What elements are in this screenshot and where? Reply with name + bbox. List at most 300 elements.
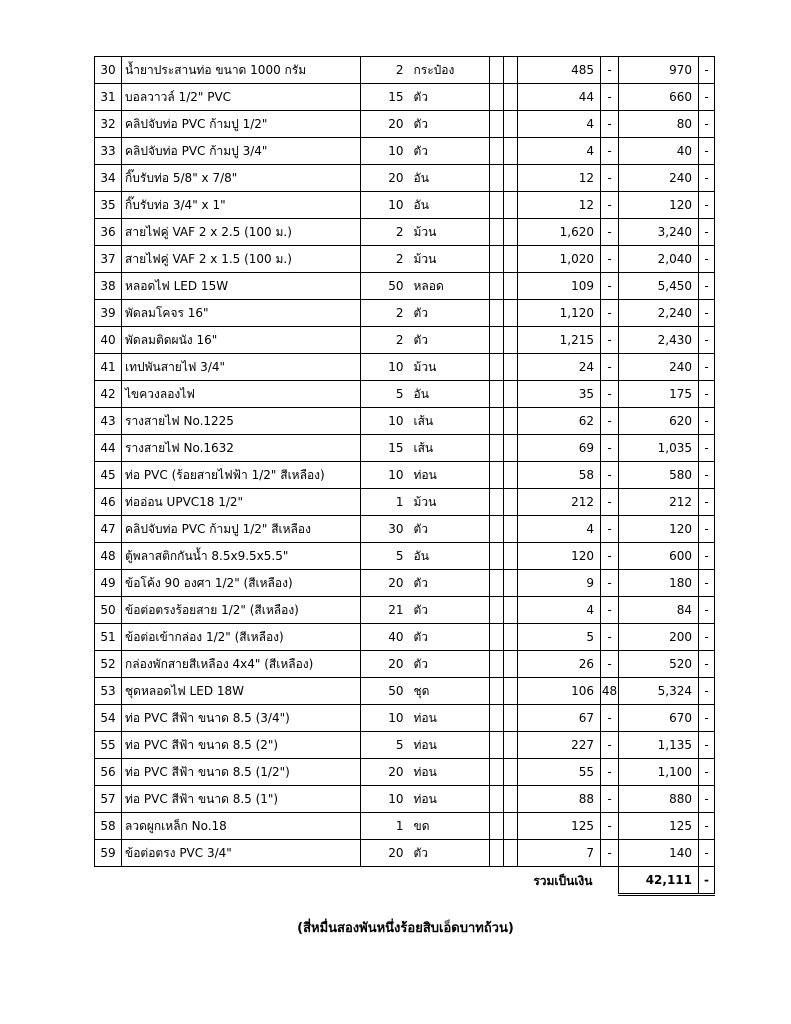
item-quantity: 5 bbox=[361, 732, 408, 759]
unit-price: 5 bbox=[518, 624, 601, 651]
blank-cell bbox=[490, 435, 504, 462]
item-number: 32 bbox=[95, 111, 122, 138]
blank-cell bbox=[504, 462, 518, 489]
blank-cell bbox=[490, 786, 504, 813]
unit-price-satang: - bbox=[601, 273, 619, 300]
item-unit: กระป๋อง bbox=[408, 57, 490, 84]
item-unit: ตัว bbox=[408, 138, 490, 165]
unit-price: 7 bbox=[518, 840, 601, 867]
item-quantity: 50 bbox=[361, 273, 408, 300]
line-total: 5,324 bbox=[619, 678, 699, 705]
item-description: พัดลมโคจร 16" bbox=[122, 300, 361, 327]
item-unit: ท่อน bbox=[408, 732, 490, 759]
unit-price: 212 bbox=[518, 489, 601, 516]
blank-cell bbox=[504, 570, 518, 597]
line-total-satang: - bbox=[699, 111, 715, 138]
item-number: 52 bbox=[95, 651, 122, 678]
table-row bbox=[95, 570, 715, 597]
unit-price: 55 bbox=[518, 759, 601, 786]
item-unit: ตัว bbox=[408, 84, 490, 111]
item-quantity: 1 bbox=[361, 813, 408, 840]
table-row bbox=[95, 435, 715, 462]
line-total-satang: - bbox=[699, 705, 715, 732]
line-total-satang: - bbox=[699, 57, 715, 84]
amount-in-words: (สี่หมื่นสองพันหนึ่งร้อยสิบเอ็ดบาทถ้วน) bbox=[297, 921, 514, 936]
item-description: กล่องพักสายสีเหลือง 4x4" (สีเหลือง) bbox=[122, 651, 361, 678]
table-row bbox=[95, 219, 715, 246]
item-unit: ตัว bbox=[408, 597, 490, 624]
blank-cell bbox=[490, 489, 504, 516]
line-total: 84 bbox=[619, 597, 699, 624]
blank-cell bbox=[504, 381, 518, 408]
blank-cell bbox=[504, 327, 518, 354]
table-row bbox=[95, 111, 715, 138]
line-total-satang: - bbox=[699, 435, 715, 462]
blank-cell bbox=[504, 732, 518, 759]
unit-price-satang: - bbox=[601, 165, 619, 192]
unit-price-satang: - bbox=[601, 732, 619, 759]
blank-cell bbox=[504, 246, 518, 273]
line-total: 1,035 bbox=[619, 435, 699, 462]
unit-price: 106 bbox=[518, 678, 601, 705]
blank-cell bbox=[504, 489, 518, 516]
item-quantity: 2 bbox=[361, 246, 408, 273]
line-total-satang: - bbox=[699, 192, 715, 219]
item-description: หลอดไฟ LED 15W bbox=[122, 273, 361, 300]
item-quantity: 15 bbox=[361, 84, 408, 111]
item-unit: ท่อน bbox=[408, 705, 490, 732]
line-total-satang: - bbox=[699, 759, 715, 786]
item-unit: ม้วน bbox=[408, 246, 490, 273]
item-unit: ตัว bbox=[408, 624, 490, 651]
blank-cell bbox=[504, 759, 518, 786]
item-number: 36 bbox=[95, 219, 122, 246]
item-unit: ตัว bbox=[408, 327, 490, 354]
item-quantity: 10 bbox=[361, 354, 408, 381]
item-description: คลิปจับท่อ PVC ก้ามปู 1/2" bbox=[122, 111, 361, 138]
table-row bbox=[95, 327, 715, 354]
unit-price: 4 bbox=[518, 597, 601, 624]
item-quantity: 1 bbox=[361, 489, 408, 516]
line-total: 880 bbox=[619, 786, 699, 813]
blank-cell bbox=[504, 57, 518, 84]
item-description: พัดลมติดผนัง 16" bbox=[122, 327, 361, 354]
item-quantity: 10 bbox=[361, 786, 408, 813]
line-total: 40 bbox=[619, 138, 699, 165]
blank-cell bbox=[504, 300, 518, 327]
line-total: 180 bbox=[619, 570, 699, 597]
item-unit: หลอด bbox=[408, 273, 490, 300]
item-description: เทปพันสายไฟ 3/4" bbox=[122, 354, 361, 381]
item-number: 50 bbox=[95, 597, 122, 624]
line-total-satang: - bbox=[699, 219, 715, 246]
line-total-satang: - bbox=[699, 354, 715, 381]
item-number: 40 bbox=[95, 327, 122, 354]
unit-price-satang: - bbox=[601, 489, 619, 516]
item-quantity: 20 bbox=[361, 759, 408, 786]
table-row bbox=[95, 786, 715, 813]
table-row bbox=[95, 732, 715, 759]
line-total: 2,430 bbox=[619, 327, 699, 354]
line-total: 240 bbox=[619, 165, 699, 192]
line-total: 120 bbox=[619, 516, 699, 543]
unit-price-satang: - bbox=[601, 381, 619, 408]
item-unit: ตัว bbox=[408, 570, 490, 597]
table-row bbox=[95, 354, 715, 381]
item-unit: ตัว bbox=[408, 651, 490, 678]
unit-price: 44 bbox=[518, 84, 601, 111]
item-unit: ตัว bbox=[408, 516, 490, 543]
item-unit: อัน bbox=[408, 165, 490, 192]
blank-cell bbox=[504, 138, 518, 165]
line-total-satang: - bbox=[699, 543, 715, 570]
unit-price-satang: - bbox=[601, 111, 619, 138]
unit-price-satang: - bbox=[601, 543, 619, 570]
unit-price: 88 bbox=[518, 786, 601, 813]
item-unit: ชุด bbox=[408, 678, 490, 705]
table-row bbox=[95, 138, 715, 165]
line-total: 600 bbox=[619, 543, 699, 570]
blank-cell bbox=[504, 786, 518, 813]
price-sheet bbox=[94, 56, 715, 896]
unit-price: 1,020 bbox=[518, 246, 601, 273]
item-number: 31 bbox=[95, 84, 122, 111]
item-quantity: 20 bbox=[361, 165, 408, 192]
line-total-satang: - bbox=[699, 678, 715, 705]
table-row bbox=[95, 246, 715, 273]
item-quantity: 20 bbox=[361, 840, 408, 867]
grand-total: 42,111 bbox=[619, 867, 699, 895]
blank-cell bbox=[504, 354, 518, 381]
line-total: 1,135 bbox=[619, 732, 699, 759]
unit-price: 1,215 bbox=[518, 327, 601, 354]
grand-total-satang: - bbox=[699, 867, 715, 895]
unit-price-satang: - bbox=[601, 759, 619, 786]
unit-price-satang: - bbox=[601, 840, 619, 867]
item-quantity: 50 bbox=[361, 678, 408, 705]
line-total: 240 bbox=[619, 354, 699, 381]
line-total: 120 bbox=[619, 192, 699, 219]
line-total: 580 bbox=[619, 462, 699, 489]
item-description: ข้อโค้ง 90 องศา 1/2" (สีเหลือง) bbox=[122, 570, 361, 597]
blank-cell bbox=[490, 408, 504, 435]
line-total-satang: - bbox=[699, 327, 715, 354]
line-total-satang: - bbox=[699, 381, 715, 408]
line-total: 200 bbox=[619, 624, 699, 651]
line-total-satang: - bbox=[699, 84, 715, 111]
line-total-satang: - bbox=[699, 300, 715, 327]
unit-price-satang: - bbox=[601, 624, 619, 651]
item-quantity: 20 bbox=[361, 651, 408, 678]
blank-cell bbox=[504, 840, 518, 867]
unit-price: 4 bbox=[518, 516, 601, 543]
blank-cell bbox=[490, 570, 504, 597]
item-quantity: 2 bbox=[361, 300, 408, 327]
unit-price: 69 bbox=[518, 435, 601, 462]
unit-price-satang: - bbox=[601, 651, 619, 678]
unit-price-satang: - bbox=[601, 516, 619, 543]
unit-price-satang: - bbox=[601, 246, 619, 273]
blank-cell bbox=[490, 705, 504, 732]
line-total-satang: - bbox=[699, 651, 715, 678]
item-number: 58 bbox=[95, 813, 122, 840]
item-quantity: 15 bbox=[361, 435, 408, 462]
blank-cell bbox=[490, 84, 504, 111]
unit-price-satang: 48 bbox=[601, 678, 619, 705]
unit-price: 485 bbox=[518, 57, 601, 84]
blank-cell bbox=[504, 84, 518, 111]
table-row bbox=[95, 300, 715, 327]
blank-cell bbox=[490, 219, 504, 246]
item-description: ชุดหลอดไฟ LED 18W bbox=[122, 678, 361, 705]
unit-price: 109 bbox=[518, 273, 601, 300]
table-row bbox=[95, 651, 715, 678]
item-description: ท่ออ่อน UPVC18 1/2" bbox=[122, 489, 361, 516]
item-quantity: 20 bbox=[361, 570, 408, 597]
unit-price: 12 bbox=[518, 192, 601, 219]
item-number: 55 bbox=[95, 732, 122, 759]
blank-cell bbox=[490, 651, 504, 678]
item-quantity: 20 bbox=[361, 111, 408, 138]
blank-cell bbox=[490, 138, 504, 165]
table-row bbox=[95, 273, 715, 300]
item-number: 48 bbox=[95, 543, 122, 570]
line-total-satang: - bbox=[699, 813, 715, 840]
blank-cell bbox=[504, 111, 518, 138]
table-row bbox=[95, 57, 715, 84]
blank-cell bbox=[490, 732, 504, 759]
blank-cell bbox=[490, 354, 504, 381]
unit-price: 58 bbox=[518, 462, 601, 489]
line-total: 212 bbox=[619, 489, 699, 516]
summary-spacer bbox=[601, 867, 619, 895]
item-description: ท่อ PVC (ร้อยสายไฟฟ้า 1/2" สีเหลือง) bbox=[122, 462, 361, 489]
unit-price-satang: - bbox=[601, 327, 619, 354]
item-unit: ท่อน bbox=[408, 462, 490, 489]
unit-price: 12 bbox=[518, 165, 601, 192]
item-quantity: 2 bbox=[361, 57, 408, 84]
item-number: 43 bbox=[95, 408, 122, 435]
line-total-satang: - bbox=[699, 786, 715, 813]
table-row bbox=[95, 165, 715, 192]
line-total: 620 bbox=[619, 408, 699, 435]
unit-price-satang: - bbox=[601, 84, 619, 111]
unit-price: 125 bbox=[518, 813, 601, 840]
blank-cell bbox=[504, 678, 518, 705]
item-number: 39 bbox=[95, 300, 122, 327]
item-number: 33 bbox=[95, 138, 122, 165]
unit-price: 9 bbox=[518, 570, 601, 597]
item-unit: ขด bbox=[408, 813, 490, 840]
unit-price-satang: - bbox=[601, 705, 619, 732]
unit-price-satang: - bbox=[601, 300, 619, 327]
item-number: 57 bbox=[95, 786, 122, 813]
item-number: 51 bbox=[95, 624, 122, 651]
item-description: ตู้พลาสติกกันน้ำ 8.5x9.5x5.5" bbox=[122, 543, 361, 570]
item-quantity: 30 bbox=[361, 516, 408, 543]
blank-cell bbox=[504, 516, 518, 543]
item-table bbox=[94, 56, 715, 896]
table-row bbox=[95, 813, 715, 840]
line-total-satang: - bbox=[699, 732, 715, 759]
item-unit: เส้น bbox=[408, 435, 490, 462]
blank-cell bbox=[504, 651, 518, 678]
summary-label: รวมเป็นเงิน bbox=[533, 873, 593, 888]
item-quantity: 2 bbox=[361, 327, 408, 354]
item-quantity: 2 bbox=[361, 219, 408, 246]
unit-price: 35 bbox=[518, 381, 601, 408]
unit-price: 4 bbox=[518, 138, 601, 165]
blank-cell bbox=[504, 624, 518, 651]
line-total-satang: - bbox=[699, 624, 715, 651]
unit-price: 227 bbox=[518, 732, 601, 759]
line-total: 520 bbox=[619, 651, 699, 678]
item-quantity: 10 bbox=[361, 192, 408, 219]
unit-price-satang: - bbox=[601, 435, 619, 462]
item-description: คลิปจับท่อ PVC ก้ามปู 3/4" bbox=[122, 138, 361, 165]
item-number: 53 bbox=[95, 678, 122, 705]
item-description: รางสายไฟ No.1632 bbox=[122, 435, 361, 462]
line-total: 140 bbox=[619, 840, 699, 867]
item-number: 56 bbox=[95, 759, 122, 786]
blank-cell bbox=[490, 678, 504, 705]
line-total-satang: - bbox=[699, 408, 715, 435]
item-description: รางสายไฟ No.1225 bbox=[122, 408, 361, 435]
unit-price-satang: - bbox=[601, 462, 619, 489]
table-row bbox=[95, 624, 715, 651]
table-row bbox=[95, 840, 715, 867]
blank-cell bbox=[504, 165, 518, 192]
item-description: กิ๊บรับท่อ 3/4" x 1" bbox=[122, 192, 361, 219]
item-unit: ตัว bbox=[408, 840, 490, 867]
item-unit: ตัว bbox=[408, 300, 490, 327]
item-description: ท่อ PVC สีฟ้า ขนาด 8.5 (1/2") bbox=[122, 759, 361, 786]
table-row bbox=[95, 516, 715, 543]
blank-cell bbox=[490, 543, 504, 570]
item-quantity: 21 bbox=[361, 597, 408, 624]
table-row bbox=[95, 192, 715, 219]
blank-cell bbox=[490, 759, 504, 786]
unit-price-satang: - bbox=[601, 570, 619, 597]
blank-cell bbox=[504, 273, 518, 300]
blank-cell bbox=[490, 300, 504, 327]
unit-price-satang: - bbox=[601, 786, 619, 813]
blank-cell bbox=[490, 57, 504, 84]
item-number: 42 bbox=[95, 381, 122, 408]
unit-price: 62 bbox=[518, 408, 601, 435]
unit-price: 4 bbox=[518, 111, 601, 138]
unit-price-satang: - bbox=[601, 813, 619, 840]
line-total-satang: - bbox=[699, 246, 715, 273]
line-total: 1,100 bbox=[619, 759, 699, 786]
unit-price-satang: - bbox=[601, 219, 619, 246]
line-total-satang: - bbox=[699, 516, 715, 543]
item-quantity: 10 bbox=[361, 408, 408, 435]
item-number: 46 bbox=[95, 489, 122, 516]
item-unit: ม้วน bbox=[408, 489, 490, 516]
unit-price: 24 bbox=[518, 354, 601, 381]
unit-price: 67 bbox=[518, 705, 601, 732]
item-description: ข้อต่อตรง PVC 3/4" bbox=[122, 840, 361, 867]
blank-cell bbox=[490, 462, 504, 489]
line-total: 660 bbox=[619, 84, 699, 111]
table-row bbox=[95, 408, 715, 435]
item-number: 30 bbox=[95, 57, 122, 84]
line-total-satang: - bbox=[699, 489, 715, 516]
line-total: 3,240 bbox=[619, 219, 699, 246]
item-number: 49 bbox=[95, 570, 122, 597]
line-total: 5,450 bbox=[619, 273, 699, 300]
item-number: 54 bbox=[95, 705, 122, 732]
line-total: 2,040 bbox=[619, 246, 699, 273]
line-total-satang: - bbox=[699, 165, 715, 192]
blank-cell bbox=[490, 597, 504, 624]
blank-cell bbox=[504, 435, 518, 462]
line-total: 80 bbox=[619, 111, 699, 138]
blank-cell bbox=[490, 327, 504, 354]
line-total-satang: - bbox=[699, 273, 715, 300]
line-total: 175 bbox=[619, 381, 699, 408]
item-number: 45 bbox=[95, 462, 122, 489]
item-number: 44 bbox=[95, 435, 122, 462]
item-number: 38 bbox=[95, 273, 122, 300]
blank-cell bbox=[504, 219, 518, 246]
blank-cell bbox=[490, 165, 504, 192]
unit-price-satang: - bbox=[601, 597, 619, 624]
item-number: 41 bbox=[95, 354, 122, 381]
item-description: สายไฟคู่ VAF 2 x 1.5 (100 ม.) bbox=[122, 246, 361, 273]
unit-price-satang: - bbox=[601, 354, 619, 381]
unit-price-satang: - bbox=[601, 138, 619, 165]
item-description: ข้อต่อตรงร้อยสาย 1/2" (สีเหลือง) bbox=[122, 597, 361, 624]
blank-cell bbox=[490, 516, 504, 543]
unit-price-satang: - bbox=[601, 192, 619, 219]
item-description: น้ำยาประสานท่อ ขนาด 1000 กรัม bbox=[122, 57, 361, 84]
unit-price: 1,620 bbox=[518, 219, 601, 246]
blank-cell bbox=[504, 543, 518, 570]
blank-cell bbox=[490, 111, 504, 138]
line-total: 125 bbox=[619, 813, 699, 840]
blank-cell bbox=[490, 381, 504, 408]
item-unit: ม้วน bbox=[408, 354, 490, 381]
line-total: 2,240 bbox=[619, 300, 699, 327]
blank-cell bbox=[490, 192, 504, 219]
blank-cell bbox=[504, 705, 518, 732]
item-number: 59 bbox=[95, 840, 122, 867]
item-description: ท่อ PVC สีฟ้า ขนาด 8.5 (1") bbox=[122, 786, 361, 813]
blank-cell bbox=[504, 813, 518, 840]
item-unit: เส้น bbox=[408, 408, 490, 435]
line-total: 970 bbox=[619, 57, 699, 84]
item-unit: อัน bbox=[408, 381, 490, 408]
item-rows bbox=[95, 57, 715, 867]
item-unit: อัน bbox=[408, 543, 490, 570]
item-quantity: 10 bbox=[361, 138, 408, 165]
item-quantity: 5 bbox=[361, 543, 408, 570]
table-row bbox=[95, 462, 715, 489]
blank-cell bbox=[504, 192, 518, 219]
blank-cell bbox=[490, 624, 504, 651]
unit-price: 120 bbox=[518, 543, 601, 570]
table-row bbox=[95, 678, 715, 705]
blank-cell bbox=[504, 597, 518, 624]
item-number: 35 bbox=[95, 192, 122, 219]
item-description: บอลวาวล์ 1/2" PVC bbox=[122, 84, 361, 111]
line-total-satang: - bbox=[699, 840, 715, 867]
item-quantity: 40 bbox=[361, 624, 408, 651]
item-description: ท่อ PVC สีฟ้า ขนาด 8.5 (2") bbox=[122, 732, 361, 759]
blank-cell bbox=[490, 813, 504, 840]
